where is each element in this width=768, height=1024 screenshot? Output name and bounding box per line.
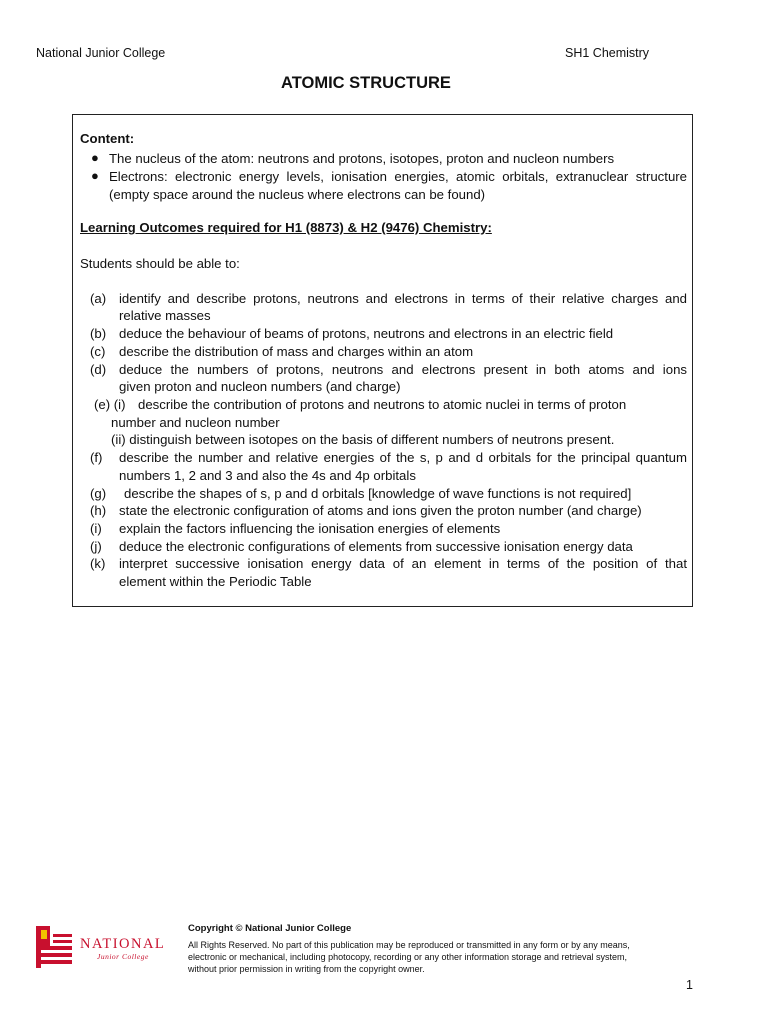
- outcome-c-line-1: describe the distribution of mass and charges within an atom: [119, 344, 474, 359]
- outcome-a-line-1: identify and describe protons, neutrons and electrons in terms of their relative charges and: [119, 291, 687, 306]
- content-bullet-2-line-2: (empty space around the nucleus where electrons can be found): [109, 187, 486, 202]
- logo-wordmark: NATIONAL: [80, 936, 166, 952]
- outcome-label-d: (d): [90, 362, 107, 377]
- outcome-f-line-1: describe the number and relative energies of the s, p and d orbitals for the principal quantum: [119, 450, 687, 465]
- outcome-k-line-1: interpret successive ionisation energy data of an element in terms of the position of that: [119, 556, 687, 571]
- content-bullet-2-line-1: Electrons: electronic energy levels, ionisation energies, atomic orbitals, extranuclear structure: [109, 169, 687, 184]
- footer-rights-notice: All Rights Reserved. No part of this publication may be reproduced or transmitted in any form or by any means, electronic or mechanical, including photocopy, recording or any other information storage and retrieval system, without prior permission in writing from the copyright owner.: [188, 940, 630, 974]
- outcome-d-line-1: deduce the numbers of protons, neutrons and electrons present in both atoms and ions: [119, 362, 687, 377]
- outcome-g-line-1: describe the shapes of s, p and d orbitals [knowledge of wave functions is not required]: [124, 486, 632, 501]
- outcomes-intro: Students should be able to:: [80, 256, 240, 271]
- header-subject: SH1 Chemistry: [565, 46, 650, 60]
- outcome-label-g: (g): [90, 486, 107, 501]
- outcome-label-k: (k): [90, 556, 106, 571]
- outcome-j-line-1: deduce the electronic configurations of elements from successive ionisation energy data: [119, 539, 633, 554]
- outcome-label-a: (a): [90, 291, 107, 306]
- outcome-a-line-2: relative masses: [119, 308, 211, 323]
- bullet-icon: ●: [91, 168, 99, 183]
- logo-subtitle: Junior College: [97, 952, 149, 961]
- content-bullet-1-line-1: The nucleus of the atom: neutrons and protons, isotopes, proton and nucleon numbers: [109, 151, 615, 166]
- outcome-h-line-1: state the electronic configuration of atoms and ions given the proton number (and charge): [119, 503, 642, 518]
- outcome-label-h: (h): [90, 503, 107, 518]
- outcome-label-i: (i): [90, 521, 102, 536]
- outcomes-heading: Learning Outcomes required for H1 (8873) & H2 (9476) Chemistry:: [80, 220, 492, 235]
- content-heading: Content:: [80, 131, 135, 146]
- outcome-d-line-2: given proton and nucleon numbers (and charge): [119, 379, 401, 394]
- outcome-label-j: (j): [90, 539, 102, 554]
- outcome-e-i-line-1: describe the contribution of protons and neutrons to atomic nuclei in terms of proton: [138, 397, 627, 412]
- outcome-f-line-2: numbers 1, 2 and 3 and also the 4s and 4p orbitals: [119, 468, 416, 483]
- page-number: 1: [686, 978, 693, 992]
- bullet-icon: ●: [91, 150, 99, 165]
- outcome-e-i-line-2: number and nucleon number: [111, 415, 280, 430]
- outcome-label-c: (c): [90, 344, 106, 359]
- outcome-i-line-1: explain the factors influencing the ionisation energies of elements: [119, 521, 501, 536]
- page-title: ATOMIC STRUCTURE: [281, 74, 451, 92]
- footer-copyright: Copyright © National Junior College: [188, 923, 352, 934]
- outcome-k-line-2: element within the Periodic Table: [119, 574, 312, 589]
- outcome-label-f: (f): [90, 450, 103, 465]
- header-school-name: National Junior College: [36, 46, 166, 60]
- outcome-b-line-1: deduce the behaviour of beams of protons, neutrons and electrons in an electric field: [119, 326, 614, 341]
- outcome-e-ii-line-1: (ii) distinguish between isotopes on the basis of different numbers of neutrons present.: [111, 432, 615, 447]
- outcome-label-e-i: (e) (i): [94, 397, 126, 412]
- college-logo-icon: [36, 926, 72, 968]
- outcome-label-b: (b): [90, 326, 107, 341]
